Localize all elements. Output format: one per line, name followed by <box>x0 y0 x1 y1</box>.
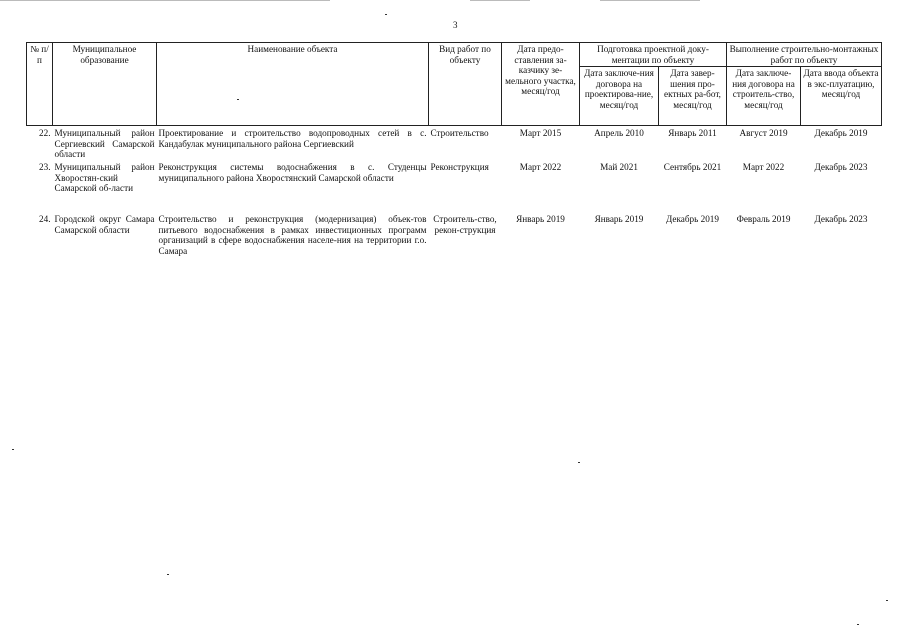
row-municipality: Муниципальный район Хворостян-ский Самарской об-ласти <box>54 162 155 194</box>
page-number: 3 <box>453 20 458 30</box>
header-construction-contract: Дата заключе-ния договора на строитель-ство, месяц/год <box>727 67 801 126</box>
row-design-complete: Декабрь 2019 <box>666 214 719 225</box>
row-num: 24. <box>39 214 51 225</box>
header-group-construction: Выполнение строительно-монтажных работ по объекту <box>727 43 882 67</box>
row-commissioning: Декабрь 2023 <box>814 214 868 225</box>
scan-speck <box>12 449 14 450</box>
scan-edge-line <box>600 0 700 1</box>
scan-edge-line <box>470 0 530 1</box>
row-design-complete: Сентябрь 2021 <box>663 162 722 173</box>
row-commissioning: Декабрь 2023 <box>814 162 868 173</box>
row-work-type: Строительство <box>430 128 489 139</box>
table-row <box>27 126 882 162</box>
table-row <box>27 161 882 213</box>
scan-speck <box>237 99 239 100</box>
row-object-name: Проектирование и строительство водопроводных сетей в с. Кандабулак муниципального района Сергиевский <box>158 128 427 149</box>
scan-speck <box>857 624 859 625</box>
row-date-land: Январь 2019 <box>516 214 565 225</box>
row-design-contract: Апрель 2010 <box>594 128 644 139</box>
row-commissioning: Декабрь 2019 <box>814 128 868 139</box>
objects-table <box>26 42 882 258</box>
row-date-land: Март 2015 <box>519 128 562 139</box>
row-object-name: Строительство и реконструкция (модернизация) объек-тов питьевого водоснабжения в рамках инвестиционных программ организаций в сфере водоснабжения населе-ния на территории г.о. Самара <box>158 214 427 256</box>
scan-speck <box>886 600 888 601</box>
row-municipality: Городской округ Самара Самарской области <box>54 214 155 235</box>
row-num: 23. <box>39 162 51 173</box>
header-design-complete: Дата завер-шения про-ектных ра-бот, месяц/год <box>659 67 727 126</box>
header-num: № п/п <box>27 43 53 126</box>
row-design-contract: Январь 2019 <box>594 214 644 225</box>
row-construction-contract: Август 2019 <box>739 128 788 139</box>
row-construction-contract: Февраль 2019 <box>736 214 791 225</box>
row-construction-contract: Март 2022 <box>742 162 785 173</box>
header-group-design: Подготовка проектной доку-ментации по объекту <box>580 43 727 67</box>
header-commissioning: Дата ввода объекта в экс-плуатацию, месяц/год <box>801 67 882 126</box>
row-municipality: Муниципальный район Сергиевский Самарской области <box>54 128 155 160</box>
header-design-contract: Дата заключе-ния договора на проектирова-ние, месяц/год <box>580 67 659 126</box>
row-date-land: Март 2022 <box>519 162 562 173</box>
table-row <box>27 213 882 257</box>
row-object-name: Реконструкция системы водоснабжения в с. Студенцы муниципального района Хворостянский Самарской области <box>158 162 427 183</box>
header-row <box>27 43 882 67</box>
header-work-type: Вид работ по объекту <box>429 43 502 126</box>
row-work-type: Реконструкция <box>430 162 489 173</box>
scan-edge-line <box>0 0 330 1</box>
row-design-complete: Январь 2011 <box>668 128 717 139</box>
scan-speck <box>385 14 387 15</box>
header-municipality: Муниципальное образование <box>53 43 157 126</box>
header-date-land: Дата предо-ставления за-казчику зе-мельного участка, месяц/год <box>502 43 580 126</box>
scan-speck <box>578 462 580 463</box>
row-num: 22. <box>39 128 51 139</box>
row-work-type: Строитель-ство, рекон-струкция <box>433 214 497 235</box>
row-design-contract: Май 2021 <box>600 162 638 173</box>
scan-speck <box>167 574 169 575</box>
header-object-name: Наименование объекта <box>157 43 429 126</box>
